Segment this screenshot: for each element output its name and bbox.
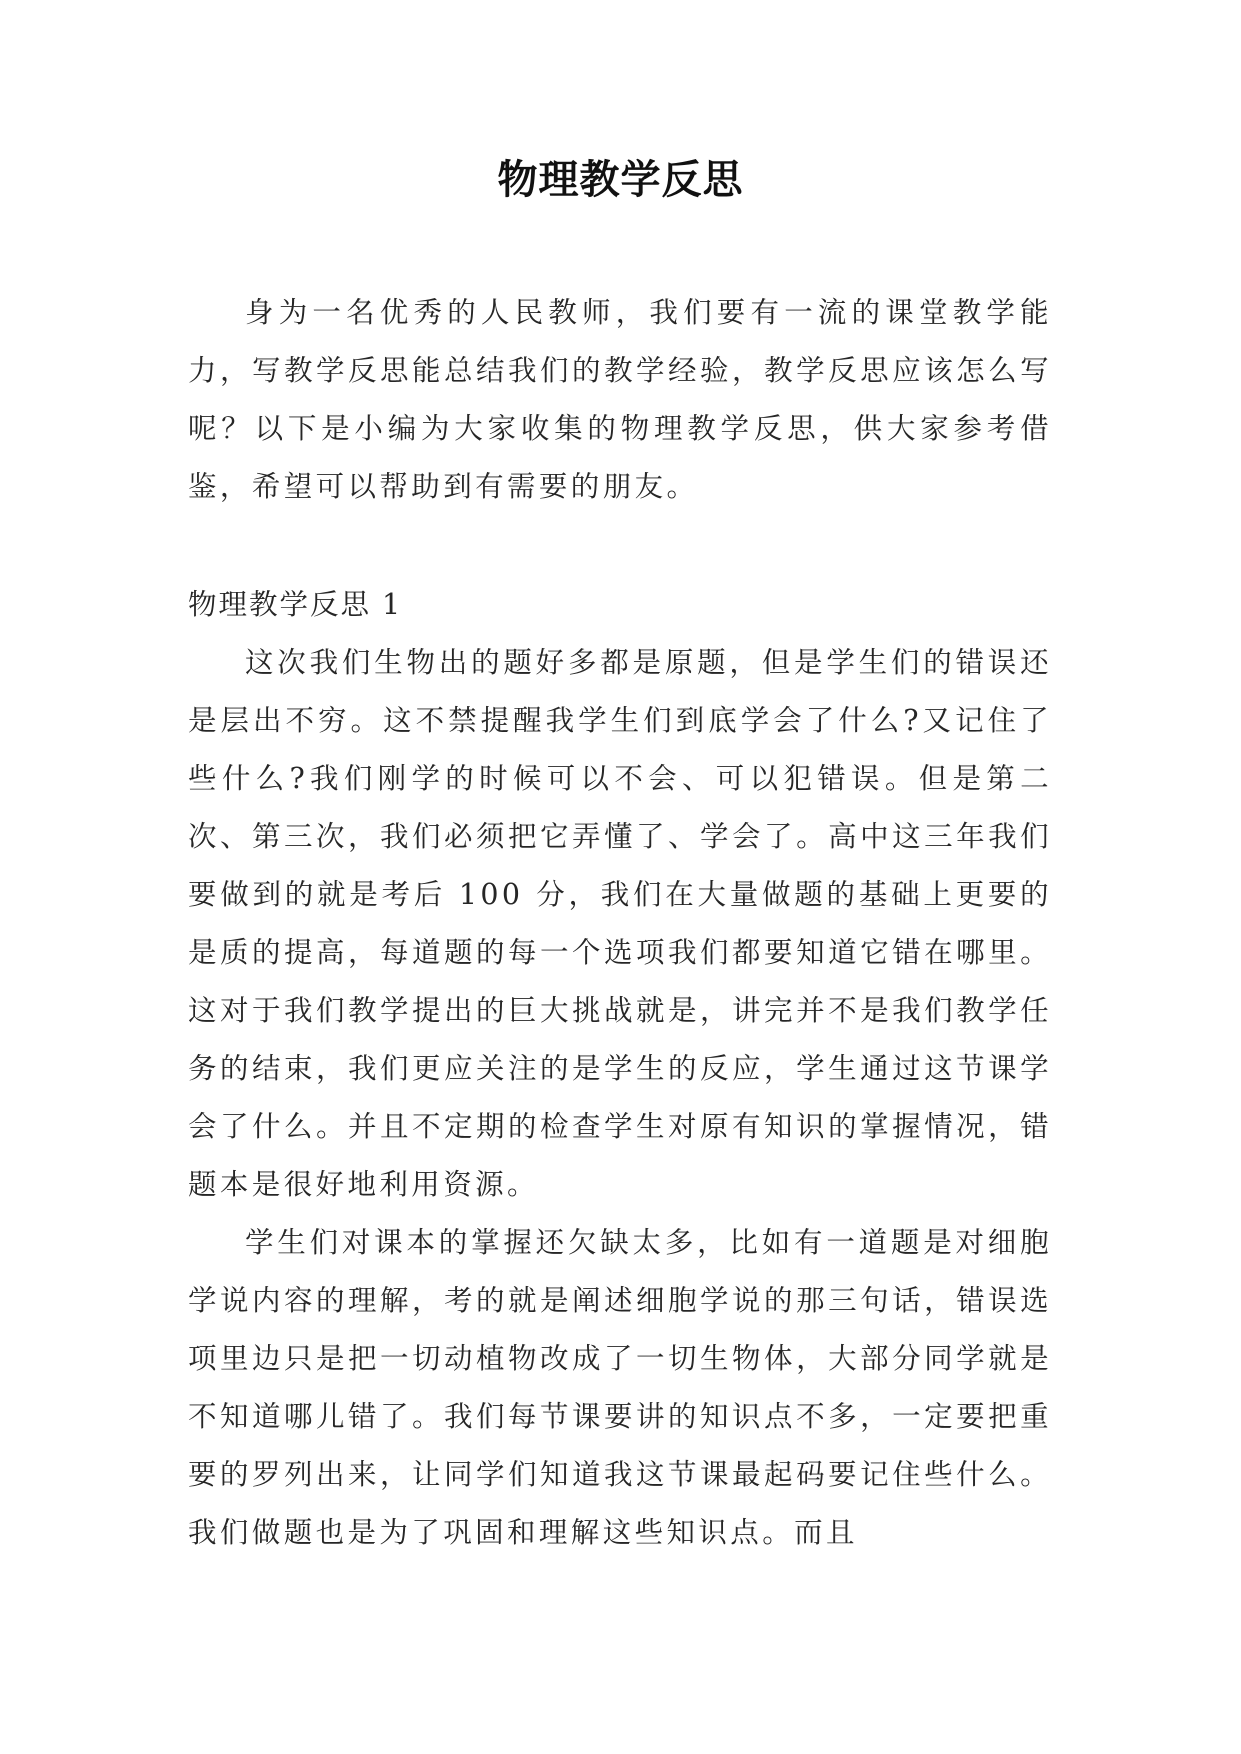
document-title: 物理教学反思 [497,157,744,203]
intro-block [188,284,1052,516]
section-paragraph: 这次我们生物出的题好多都是原题，但是学生们的错误还是层出不穷。这不禁提醒我学生们到底学会了什么?又记住了些什么?我们刚学的时候可以不会、可以犯错误。但是第二次、第三次，我们必须把它弄懂了、学会了。高中这三年我们要做到的就是考后 100 分，我们在大量做题的基础上更要的是质的提高，每道题的每一个选项我们都要知道它错在哪里。这对于我们教学提出的巨大挑战就是，讲完并不是我们教学任务的结束，我们更应关注的是学生的反应，学生通过这节课学会了什么。并且不定期的检查学生对原有知识的掌握情况，错题本是很好地利用资源。 [188,646,1052,1201]
intro-paragraph: 身为一名优秀的人民教师，我们要有一流的课堂教学能力，写教学反思能总结我们的教学经验，教学反思应该怎么写呢？以下是小编为大家收集的物理教学反思，供大家参考借鉴，希望可以帮助到有需要的朋友。 [188,296,1052,503]
section-body [188,634,1052,1562]
section-paragraph: 学生们对课本的掌握还欠缺太多，比如有一道题是对细胞学说内容的理解，考的就是阐述细胞学说的那三句话，错误选项里边只是把一切动植物改成了一切生物体，大部分同学就是不知道哪儿错了。我们每节课要讲的知识点不多，一定要把重要的罗列出来，让同学们知道我这节课最起码要记住些什么。我们做题也是为了巩固和理解这些知识点。而且 [188,1226,1052,1549]
section-heading: 物理教学反思 1 [188,588,403,621]
